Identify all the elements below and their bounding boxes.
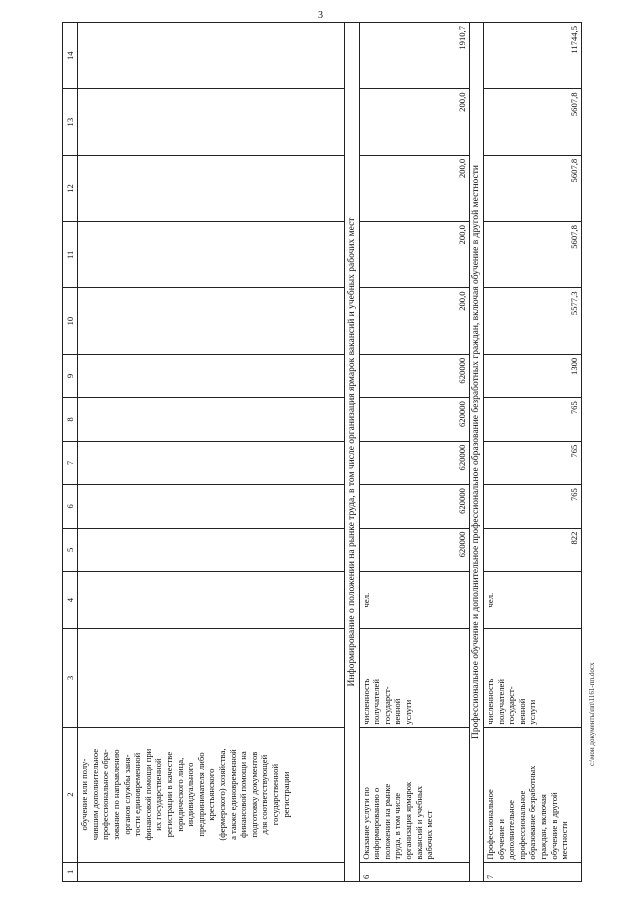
cell-num xyxy=(78,862,345,881)
table-rotation-wrapper xyxy=(62,22,582,882)
value-9: 1300 xyxy=(484,354,582,397)
value-13: 5607,8 xyxy=(484,89,582,155)
header-cell: 8 xyxy=(63,398,78,441)
value-12: 200,0 xyxy=(359,155,469,221)
header-cell: 1 xyxy=(63,862,78,881)
table-row-continuation xyxy=(78,23,345,882)
section-title: Информирование о положении на рынке труда, в том числе организация ярмарок вакансий и учебных рабочих мест xyxy=(345,23,359,882)
header-cell: 11 xyxy=(63,222,78,288)
header-cell: 14 xyxy=(63,23,78,89)
value-7: 765 xyxy=(484,441,582,484)
value-5: 822 xyxy=(484,528,582,571)
header-cell: 10 xyxy=(63,288,78,354)
header-cell: 3 xyxy=(63,629,78,727)
measure-text: обучение или полу- чившим дополнительное профессиональное обра- зование по направлению органов службы заня- тости единовременной финансовой помощи при их государственной регистрации в качестве юридического лица, индивидуального предпринимателя либо крестьянского (фермерского) хозяйства, а также единовременной финансовой помощи на подготовку документов для соответствующей государственной регистрации xyxy=(79,748,291,841)
unit: чел. xyxy=(484,572,582,629)
header-cell: 4 xyxy=(63,572,78,629)
value-6: 620000 xyxy=(359,485,469,528)
section-row-informing xyxy=(345,23,359,882)
section-title: Профессиональное обучение и дополнительное профессиональное образование безработных граждан, включая обучение в другой местности xyxy=(469,23,483,882)
header-cell: 7 xyxy=(63,441,78,484)
table-row-7 xyxy=(484,23,582,882)
header-cell: 13 xyxy=(63,89,78,155)
value-10: 200,0 xyxy=(359,288,469,354)
data-table xyxy=(62,22,582,882)
rotated-table-area xyxy=(62,22,582,882)
section-row-training xyxy=(469,23,483,882)
value-8: 765 xyxy=(484,398,582,441)
value-6: 765 xyxy=(484,485,582,528)
value-10: 5577,3 xyxy=(484,288,582,354)
header-cell: 6 xyxy=(63,485,78,528)
row-number: 6 xyxy=(359,862,469,881)
row-number: 7 xyxy=(484,862,582,881)
value-14: 11744,5 xyxy=(484,23,582,89)
header-cell: 12 xyxy=(63,155,78,221)
indicator-name: численность получателей государст- венной услуги xyxy=(359,629,469,727)
unit: чел. xyxy=(359,572,469,629)
header-cell: 9 xyxy=(63,354,78,397)
header-row xyxy=(63,23,78,882)
value-13: 200,0 xyxy=(359,89,469,155)
value-5: 620000 xyxy=(359,528,469,571)
indicator-name: численность получателей государст- венной услуги xyxy=(484,629,582,727)
value-11: 200,0 xyxy=(359,222,469,288)
value-7: 620000 xyxy=(359,441,469,484)
header-cell: 5 xyxy=(63,528,78,571)
page-number: 3 xyxy=(318,10,323,21)
file-path-footer: с:\мои документы\пп\1161-пп.docx xyxy=(588,662,596,766)
table-row-6 xyxy=(359,23,469,882)
measure-name: Оказание услуги по информированию о положении на рынке труда, в том числе организация ярмарок вакансий и учебных рабочих мест xyxy=(359,727,469,862)
header-cell: 2 xyxy=(63,727,78,862)
value-11: 5607,8 xyxy=(484,222,582,288)
value-12: 5607,8 xyxy=(484,155,582,221)
value-14: 1910,7 xyxy=(359,23,469,89)
measure-name: Профессиональное обучение и дополнительное профессиональное образование безработных граждан, включая обучение в другой местности xyxy=(484,727,582,862)
cell-measure-name xyxy=(78,727,345,862)
value-9: 620000 xyxy=(359,354,469,397)
value-8: 620000 xyxy=(359,398,469,441)
